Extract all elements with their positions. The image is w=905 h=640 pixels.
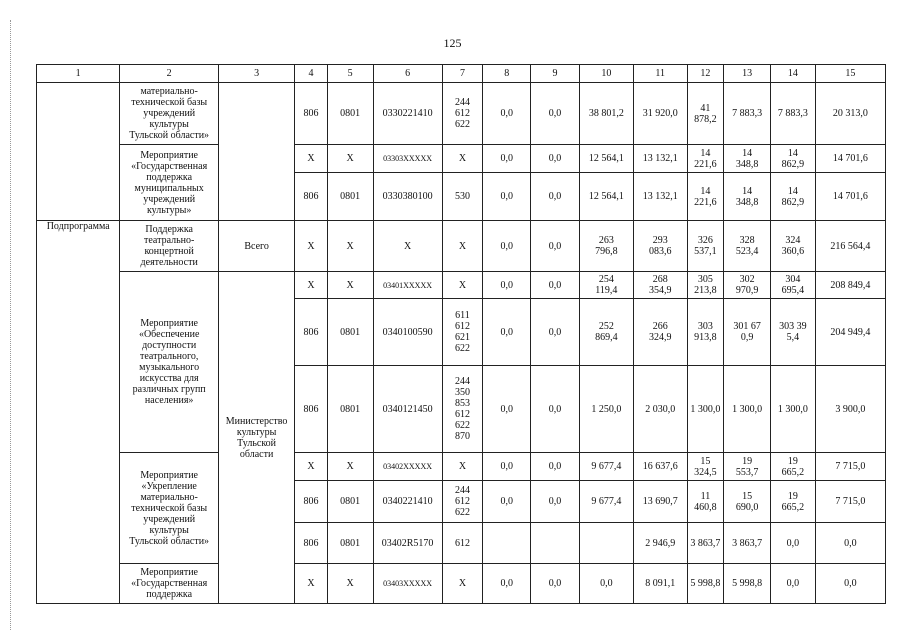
cell-value: 204 949,4 [815, 299, 885, 366]
cell-value: 3 863,7 [687, 523, 724, 564]
cell-grbs: 806 [295, 299, 328, 366]
cell-rzpr: 0801 [327, 481, 373, 523]
cell-vr: X [442, 453, 483, 481]
cell-value: 0,0 [483, 453, 531, 481]
table-row [37, 83, 886, 145]
cell-vr: 244 612 622 [442, 481, 483, 523]
cell-value: 0,0 [531, 83, 580, 145]
header-cell: 9 [531, 65, 580, 83]
table-row [37, 272, 886, 299]
cell-value: 13 690,7 [633, 481, 687, 523]
cell-grbs: X [295, 145, 328, 173]
cell-value: 0,0 [483, 221, 531, 272]
cell-value: 252 869,4 [579, 299, 633, 366]
cell-subprogram-name: Поддержка театрально- концертной деятельности [120, 221, 219, 272]
cell-value: 303 913,8 [687, 299, 724, 366]
cell-value: 0,0 [531, 299, 580, 366]
cell-value: 14 221,6 [687, 145, 724, 173]
cell-value: 0,0 [483, 83, 531, 145]
cell-value: 2 946,9 [633, 523, 687, 564]
cell-value: 0,0 [579, 564, 633, 604]
cell-rzpr: 0801 [327, 83, 373, 145]
page-number: 125 [443, 36, 462, 50]
cell-activity-name: Мероприятие «Обеспечение доступности театрального, музыкального искусства для различных групп населения» [120, 272, 219, 453]
cell-value: 20 313,0 [815, 83, 885, 145]
cell-value: 301 67 0,9 [724, 299, 771, 366]
header-cell: 6 [373, 65, 442, 83]
cell-grbs: X [295, 272, 328, 299]
header-cell: 8 [483, 65, 531, 83]
cell-value: 0,0 [770, 523, 815, 564]
cell-activity-name: Мероприятие «Государственная поддержка муниципальных учреждений культуры» [120, 145, 219, 221]
cell-value: 7 883,3 [724, 83, 771, 145]
cell-value: 305 213,8 [687, 272, 724, 299]
cell-value: 268 354,9 [633, 272, 687, 299]
cell-value: 11 460,8 [687, 481, 724, 523]
cell-value: 216 564,4 [815, 221, 885, 272]
cell-value: 266 324,9 [633, 299, 687, 366]
cell-value: 15 324,5 [687, 453, 724, 481]
cell-value: 0,0 [483, 564, 531, 604]
cell-vr: X [442, 564, 483, 604]
cell-value: 304 695,4 [770, 272, 815, 299]
header-cell: 15 [815, 65, 885, 83]
cell-value: 0,0 [531, 221, 580, 272]
cell-csr: 0330221410 [373, 83, 442, 145]
cell-value: 9 677,4 [579, 453, 633, 481]
cell-rzpr: 0801 [327, 173, 373, 221]
cell-value: 0,0 [531, 453, 580, 481]
header-cell: 14 [770, 65, 815, 83]
cell-vr: 530 [442, 173, 483, 221]
cell-value: 7 715,0 [815, 453, 885, 481]
cell-responsible: Министерство культуры Тульской области [218, 272, 294, 604]
cell-value: 2 030,0 [633, 366, 687, 453]
cell-csr: 0330380100 [373, 173, 442, 221]
header-cell: 10 [579, 65, 633, 83]
cell-value: 31 920,0 [633, 83, 687, 145]
cell-value: 0,0 [483, 145, 531, 173]
cell-value: 0,0 [483, 481, 531, 523]
cell-value: 3 900,0 [815, 366, 885, 453]
cell-grbs: 806 [295, 366, 328, 453]
header-cell: 5 [327, 65, 373, 83]
cell-grbs: 806 [295, 481, 328, 523]
table-row [37, 221, 886, 272]
cell-value: 328 523,4 [724, 221, 771, 272]
cell-value: 263 796,8 [579, 221, 633, 272]
cell-value: 0,0 [815, 523, 885, 564]
cell-vr: 244 350 853 612 622 870 [442, 366, 483, 453]
header-cell: 1 [37, 65, 120, 83]
cell-value: 8 091,1 [633, 564, 687, 604]
cell-value: 324 360,6 [770, 221, 815, 272]
cell-csr: 0340100590 [373, 299, 442, 366]
cell-value: 16 637,6 [633, 453, 687, 481]
header-cell: 12 [687, 65, 724, 83]
cell-value: 12 564,1 [579, 173, 633, 221]
cell-value: 0,0 [483, 173, 531, 221]
cell-value: 254 119,4 [579, 272, 633, 299]
cell-csr: 03402R5170 [373, 523, 442, 564]
cell-value: 14 701,6 [815, 173, 885, 221]
table-header-row [37, 65, 886, 83]
cell-value: 7 715,0 [815, 481, 885, 523]
cell-value [531, 523, 580, 564]
cell-value: 7 883,3 [770, 83, 815, 145]
cell-grbs: X [295, 221, 328, 272]
cell-vr: X [442, 221, 483, 272]
cell-activity-name: Мероприятие «Государственная поддержка [120, 564, 219, 604]
cell-value: 1 300,0 [687, 366, 724, 453]
cell-value: 19 553,7 [724, 453, 771, 481]
cell-value: 0,0 [815, 564, 885, 604]
cell-csr: 03401XXXXX [373, 272, 442, 299]
cell-value: 0,0 [483, 299, 531, 366]
cell-value: 0,0 [531, 173, 580, 221]
cell-activity-name: материально- технической базы учреждений культуры Тульской области» [120, 83, 219, 145]
cell-value: 38 801,2 [579, 83, 633, 145]
margin-line [10, 20, 11, 630]
cell-value: 15 690,0 [724, 481, 771, 523]
cell-value: 0,0 [531, 481, 580, 523]
cell-value: 19 665,2 [770, 453, 815, 481]
cell-value: 14 701,6 [815, 145, 885, 173]
cell-value: 14 862,9 [770, 173, 815, 221]
cell-value: 9 677,4 [579, 481, 633, 523]
table-row [37, 564, 886, 604]
cell-value [579, 523, 633, 564]
cell-value: 1 250,0 [579, 366, 633, 453]
cell-grbs: X [295, 453, 328, 481]
cell-value: 14 348,8 [724, 145, 771, 173]
cell-vr: 612 [442, 523, 483, 564]
header-cell: 11 [633, 65, 687, 83]
cell-value: 0,0 [531, 366, 580, 453]
cell-rzpr: X [327, 564, 373, 604]
cell-value: 0,0 [531, 564, 580, 604]
cell-grbs: 806 [295, 83, 328, 145]
cell-value: 13 132,1 [633, 173, 687, 221]
cell-rzpr: X [327, 221, 373, 272]
header-cell: 3 [218, 65, 294, 83]
cell-value: 0,0 [483, 272, 531, 299]
cell-activity-name: Мероприятие «Укрепление материально- технической базы учреждений культуры Тульской области» [120, 453, 219, 564]
cell-csr: 03303XXXXX [373, 145, 442, 173]
cell-csr: 03402XXXXX [373, 453, 442, 481]
cell-value: 5 998,8 [724, 564, 771, 604]
cell-value [483, 523, 531, 564]
cell-rzpr: 0801 [327, 299, 373, 366]
cell-value: 1 300,0 [770, 366, 815, 453]
cell-rzpr: 0801 [327, 366, 373, 453]
cell-value: 14 348,8 [724, 173, 771, 221]
cell-rzpr: 0801 [327, 523, 373, 564]
header-cell: 2 [120, 65, 219, 83]
cell-vr: 244 612 622 [442, 83, 483, 145]
cell-value: 0,0 [531, 272, 580, 299]
cell-value: 14 862,9 [770, 145, 815, 173]
header-cell: 7 [442, 65, 483, 83]
cell-csr: X [373, 221, 442, 272]
cell-csr: 03403XXXXX [373, 564, 442, 604]
cell-value: 326 537,1 [687, 221, 724, 272]
cell-blank [37, 83, 120, 221]
cell-vr: 611 612 621 622 [442, 299, 483, 366]
cell-value: 1 300,0 [724, 366, 771, 453]
header-cell: 13 [724, 65, 771, 83]
cell-grbs: 806 [295, 173, 328, 221]
cell-value: 13 132,1 [633, 145, 687, 173]
cell-blank [218, 83, 294, 221]
cell-grbs: X [295, 564, 328, 604]
cell-value: 293 083,6 [633, 221, 687, 272]
cell-value: 302 970,9 [724, 272, 771, 299]
cell-value: 3 863,7 [724, 523, 771, 564]
cell-rzpr: X [327, 272, 373, 299]
cell-rzpr: X [327, 453, 373, 481]
cell-value: 0,0 [483, 366, 531, 453]
cell-value: 303 39 5,4 [770, 299, 815, 366]
cell-value: 208 849,4 [815, 272, 885, 299]
cell-value: 0,0 [770, 564, 815, 604]
cell-value: 14 221,6 [687, 173, 724, 221]
cell-vr: X [442, 272, 483, 299]
header-cell: 4 [295, 65, 328, 83]
cell-subprogram-label: Подпрограмма [37, 221, 120, 604]
cell-csr: 0340121450 [373, 366, 442, 453]
table-row [37, 145, 886, 173]
table-row [37, 453, 886, 481]
cell-grbs: 806 [295, 523, 328, 564]
cell-rzpr: X [327, 145, 373, 173]
cell-csr: 0340221410 [373, 481, 442, 523]
cell-value: 5 998,8 [687, 564, 724, 604]
cell-value: 12 564,1 [579, 145, 633, 173]
cell-responsible: Всего [218, 221, 294, 272]
cell-value: 19 665,2 [770, 481, 815, 523]
budget-table [36, 64, 886, 604]
cell-value: 0,0 [531, 145, 580, 173]
cell-value: 41 878,2 [687, 83, 724, 145]
cell-vr: X [442, 145, 483, 173]
